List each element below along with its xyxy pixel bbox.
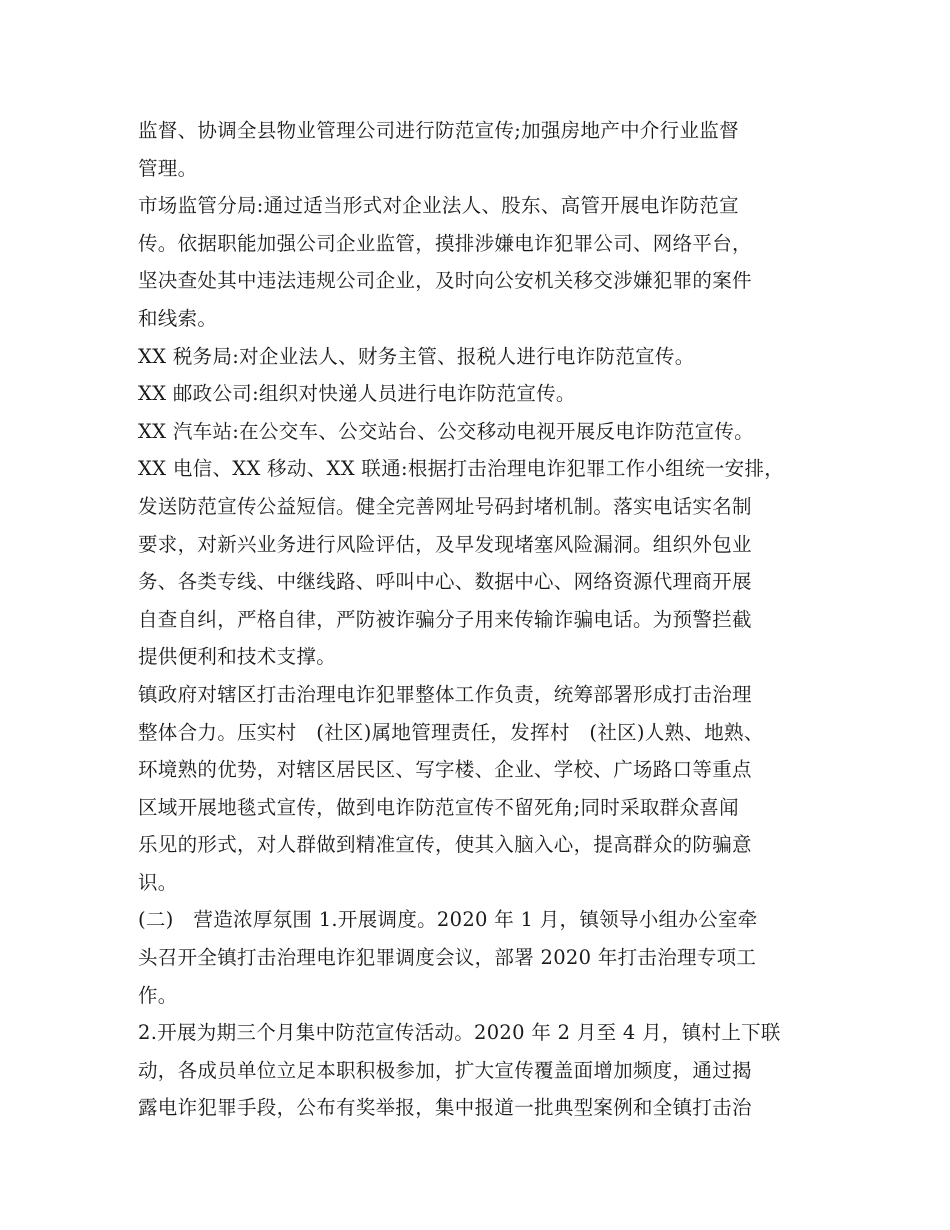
text-line: 环境熟的优势，对辖区居民区、写字楼、企业、学校、广场路口等重点 — [138, 758, 752, 782]
text-line: 作。 — [138, 983, 178, 1007]
text-line: 镇政府对辖区打击治理电诈犯罪整体工作负责，统筹部署形成打击治理 — [138, 682, 752, 706]
text-line: 识。 — [138, 870, 178, 894]
text-line: 要求，对新兴业务进行风险评估，及早发现堵塞风险漏洞。组织外包业 — [138, 532, 752, 556]
text-line: 露电诈犯罪手段，公布有奖举报，集中报道一批典型案例和全镇打击治 — [138, 1096, 752, 1120]
text-line: 发送防范宣传公益短信。健全完善网址号码封堵机制。落实电话实名制 — [138, 494, 752, 518]
text-line: XX 税务局:对企业法人、财务主管、报税人进行电诈防范宣传。 — [138, 344, 695, 368]
text-line: 头召开全镇打击治理电诈犯罪调度会议，部署 2020 年打击治理专项工 — [138, 946, 757, 970]
text-line: XX 汽车站:在公交车、公交站台、公交移动电视开展反电诈防范宣传。 — [138, 419, 754, 443]
text-line: 监督、协调全县物业管理公司进行防范宣传;加强房地产中介行业监督 — [138, 119, 739, 142]
text-line: 传。依据职能加强公司企业监管，摸排涉嫌电诈犯罪公司、网络平台， — [138, 231, 752, 255]
text-line: XX 邮政公司:组织对快递人员进行电诈防范宣传。 — [138, 382, 576, 406]
text-line: 区域开展地毯式宣传，做到电诈防范宣传不留死角;同时采取群众喜闻 — [138, 795, 739, 819]
text-line: 坚决查处其中违法违规公司企业，及时向公安机关移交涉嫌犯罪的案件 — [138, 269, 752, 293]
text-line: (二) 营造浓厚氛围 1.开展调度。2020 年 1 月，镇领导小组办公室牵 — [138, 908, 758, 932]
document-body — [138, 112, 828, 1127]
text-line: 务、各类专线、中继线路、呼叫中心、数据中心、网络资源代理商开展 — [138, 570, 752, 594]
text-line: 2.开展为期三个月集中防范宣传活动。2020 年 2 月至 4 月，镇村上下联 — [138, 1021, 781, 1045]
text-line: 自查自纠，严格自律，严防被诈骗分子用来传输诈骗电话。为预警拦截 — [138, 607, 752, 631]
text-line: 提供便利和技术支撑。 — [138, 645, 337, 669]
text-line: 整体合力。压实村 (社区)属地管理责任，发挥村 (社区)人熟、地熟、 — [138, 720, 764, 744]
text-line: 乐见的形式，对人群做到精准宣传，使其入脑入心，提高群众的防骗意 — [138, 833, 752, 857]
text-line: XX 电信、XX 移动、XX 联通:根据打击治理电诈犯罪工作小组统一安排， — [138, 457, 785, 481]
text-line: 动，各成员单位立足本职积极参加，扩大宣传覆盖面增加频度，通过揭 — [138, 1058, 752, 1082]
text-line: 市场监管分局:通过适当形式对企业法人、股东、高管开展电诈防范宣 — [138, 194, 739, 218]
text-line: 和线索。 — [138, 306, 218, 330]
text-line: 管理。 — [138, 156, 198, 180]
